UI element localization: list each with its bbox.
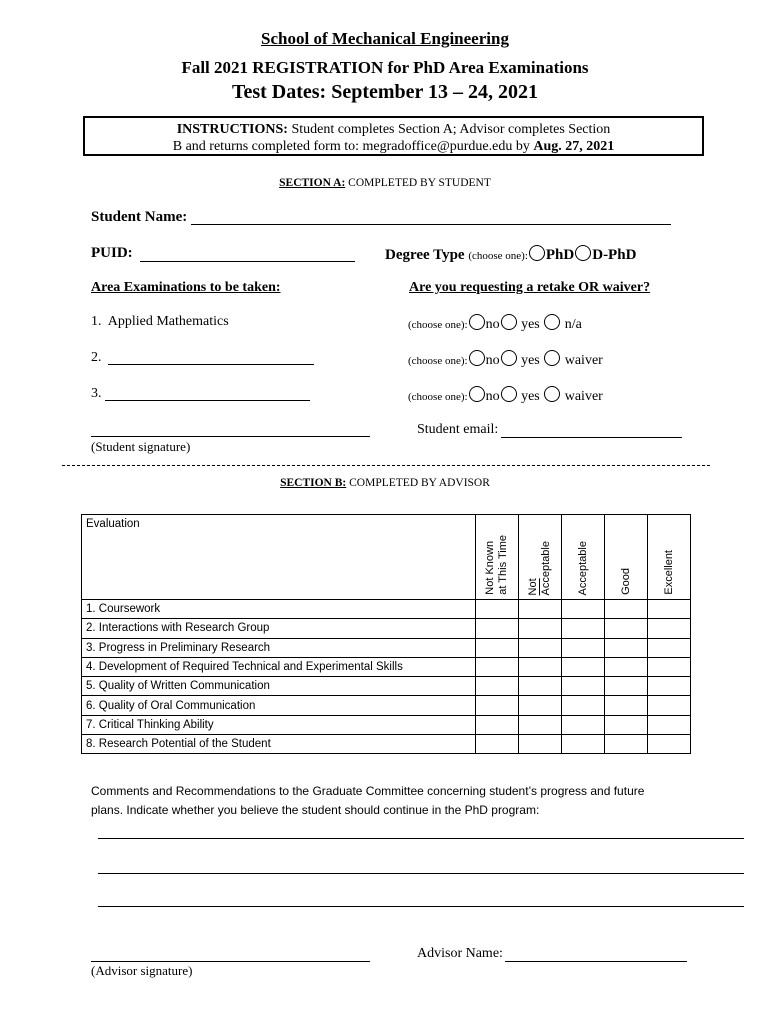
degree-dphd-radio[interactable] <box>575 245 591 261</box>
rating-cell[interactable] <box>648 619 691 638</box>
section-b-heading <box>0 477 770 489</box>
rating-cell[interactable] <box>562 677 605 696</box>
rating-cell[interactable] <box>605 638 648 657</box>
instructions-text-1: Student completes Section A; Advisor completes Section <box>287 122 611 137</box>
exam-2-field[interactable] <box>108 364 314 365</box>
exam-1-number: 1. <box>91 314 102 329</box>
rating-cell[interactable] <box>519 619 562 638</box>
exam-1-name: Applied Mathematics <box>107 314 229 329</box>
student-email-label: Student email: <box>417 422 499 437</box>
comments-instructions <box>91 782 731 820</box>
section-a-subheading: COMPLETED BY STUDENT <box>348 177 491 189</box>
table-row <box>82 619 691 638</box>
instructions-text-2: B and returns completed form to: megradoffice@purdue.edu by <box>172 139 534 154</box>
puid-field[interactable] <box>140 261 355 262</box>
exam-1-yes-label: yes <box>521 317 540 332</box>
exam-3-no-label: no <box>485 389 500 404</box>
rating-cell[interactable] <box>648 735 691 754</box>
rating-cell[interactable] <box>648 657 691 676</box>
table-row <box>82 696 691 715</box>
table-row <box>82 735 691 754</box>
exam-2-waiver-label: waiver <box>564 353 603 368</box>
student-signature-field[interactable] <box>91 436 370 437</box>
exam-2-no-radio[interactable] <box>469 350 485 366</box>
instructions-box <box>83 116 704 156</box>
exam-1-no-radio[interactable] <box>469 314 485 330</box>
rating-cell[interactable] <box>562 696 605 715</box>
exam-3-number: 3. <box>91 386 102 401</box>
row-label: 5. Quality of Written Communication <box>82 677 476 696</box>
instructions-label: INSTRUCTIONS: <box>176 122 288 137</box>
col-good-label: Good <box>619 568 632 595</box>
evaluation-header: Evaluation <box>82 515 476 600</box>
rating-cell[interactable] <box>648 677 691 696</box>
row-label: 7. Critical Thinking Ability <box>82 715 476 734</box>
student-email-field[interactable] <box>501 437 682 438</box>
row-label: 8. Research Potential of the Student <box>82 735 476 754</box>
instructions-deadline: Aug. 27, 2021 <box>533 139 615 154</box>
exam-3-field[interactable] <box>105 400 310 401</box>
row-label: 6. Quality of Oral Communication <box>82 696 476 715</box>
advisor-signature-field[interactable] <box>91 961 370 962</box>
table-row <box>82 638 691 657</box>
rating-cell[interactable] <box>648 638 691 657</box>
student-name-label: Student Name: <box>91 209 188 225</box>
rating-cell[interactable] <box>648 600 691 619</box>
rating-cell[interactable] <box>605 715 648 734</box>
exam-3-yes-label: yes <box>521 389 540 404</box>
rating-cell[interactable] <box>605 696 648 715</box>
col-acceptable-label: Acceptable <box>576 540 589 595</box>
exam-2-yes-radio[interactable] <box>501 350 517 366</box>
rating-cell[interactable] <box>476 600 519 619</box>
student-name-field[interactable] <box>191 224 671 225</box>
rating-cell[interactable] <box>605 735 648 754</box>
comments-field-2[interactable] <box>98 873 744 874</box>
rating-cell[interactable] <box>476 677 519 696</box>
exam-3-waiver-radio[interactable] <box>544 386 560 402</box>
exam-3-waiver-label: waiver <box>564 389 603 404</box>
registration-title: Fall 2021 REGISTRATION for PhD Area Examinations <box>181 58 589 77</box>
degree-phd-label: PhD <box>545 247 575 263</box>
rating-cell[interactable] <box>605 657 648 676</box>
school-title: School of Mechanical Engineering <box>261 29 509 48</box>
exam-1 <box>91 314 229 330</box>
rating-cell[interactable] <box>605 677 648 696</box>
rating-cell[interactable] <box>519 657 562 676</box>
exam-1-yes-radio[interactable] <box>501 314 517 330</box>
retake-question: Are you requesting a retake OR waiver? <box>409 280 651 295</box>
exam-2-options <box>408 350 603 369</box>
exam-2-yes-label: yes <box>521 353 540 368</box>
comments-field-1[interactable] <box>98 838 744 839</box>
test-dates: Test Dates: September 13 – 24, 2021 <box>231 81 539 103</box>
degree-dphd-label: D-PhD <box>592 247 637 263</box>
rating-cell[interactable] <box>476 715 519 734</box>
rating-cell[interactable] <box>476 638 519 657</box>
rating-cell[interactable] <box>605 600 648 619</box>
exam-3-no-radio[interactable] <box>469 386 485 402</box>
col-excellent <box>648 515 691 600</box>
exam-3-yes-radio[interactable] <box>501 386 517 402</box>
col-not-acceptable <box>519 515 562 600</box>
exam-1-choose-note: (choose one): <box>408 319 468 331</box>
col-excellent-label: Excellent <box>662 550 675 595</box>
rating-cell[interactable] <box>562 715 605 734</box>
degree-phd-radio[interactable] <box>529 245 545 261</box>
area-exams-label: Area Examinations to be taken: <box>91 280 281 295</box>
rating-cell[interactable] <box>562 638 605 657</box>
rating-cell[interactable] <box>519 638 562 657</box>
table-header-row <box>82 515 691 600</box>
section-b-label: SECTION B: <box>280 477 347 489</box>
rating-cell[interactable] <box>562 657 605 676</box>
col-not-known <box>476 515 519 600</box>
col-not-acceptable-line-1: Not <box>527 577 539 595</box>
advisor-name-field[interactable] <box>505 961 687 962</box>
comments-field-3[interactable] <box>98 906 744 907</box>
rating-cell[interactable] <box>476 619 519 638</box>
table-row <box>82 677 691 696</box>
degree-type-label: Degree Type <box>385 247 465 263</box>
row-label: 4. Development of Required Technical and Experimental Skills <box>82 657 476 676</box>
exam-1-no-label: no <box>485 317 500 332</box>
section-b-subheading: COMPLETED BY ADVISOR <box>349 477 490 489</box>
section-divider <box>62 465 710 466</box>
rating-cell[interactable] <box>519 677 562 696</box>
exam-2-waiver-radio[interactable] <box>544 350 560 366</box>
rating-cell[interactable] <box>648 696 691 715</box>
comments-line-2: plans. Indicate whether you believe the student should continue in the PhD program: <box>91 803 540 817</box>
puid-label: PUID: <box>91 245 133 261</box>
advisor-signature-label: (Advisor signature) <box>91 963 193 978</box>
rating-cell[interactable] <box>562 619 605 638</box>
rating-cell[interactable] <box>605 619 648 638</box>
row-label: 3. Progress in Preliminary Research <box>82 638 476 657</box>
col-not-known-line-1: Not Known <box>484 541 496 595</box>
table-row <box>82 600 691 619</box>
exam-2-number: 2. <box>91 350 102 365</box>
exam-1-na-radio[interactable] <box>544 314 560 330</box>
advisor-name-label: Advisor Name: <box>417 946 503 961</box>
degree-type-note: (choose one): <box>468 250 528 262</box>
rating-cell[interactable] <box>519 715 562 734</box>
row-label: 2. Interactions with Research Group <box>82 619 476 638</box>
student-signature-label: (Student signature) <box>91 439 191 454</box>
exam-3-choose-note: (choose one): <box>408 391 468 403</box>
exam-2-choose-note: (choose one): <box>408 355 468 367</box>
rating-cell[interactable] <box>519 696 562 715</box>
col-acceptable <box>562 515 605 600</box>
rating-cell[interactable] <box>562 735 605 754</box>
section-a-label: SECTION A: <box>279 177 346 189</box>
table-row <box>82 657 691 676</box>
rating-cell[interactable] <box>519 735 562 754</box>
rating-cell[interactable] <box>476 735 519 754</box>
col-good <box>605 515 648 600</box>
exam-3-options <box>408 386 603 405</box>
section-a-heading <box>0 177 770 189</box>
row-label: 1. Coursework <box>82 600 476 619</box>
rating-cell[interactable] <box>648 715 691 734</box>
col-not-acceptable-line-2: Acceptable <box>540 540 552 595</box>
rating-cell[interactable] <box>562 600 605 619</box>
degree-type-row <box>385 245 636 264</box>
comments-line-1: Comments and Recommendations to the Graduate Committee concerning student’s progress and future <box>91 784 645 798</box>
exam-1-na-label: n/a <box>564 317 582 332</box>
rating-cell[interactable] <box>519 600 562 619</box>
exam-1-options <box>408 314 582 333</box>
table-row <box>82 715 691 734</box>
evaluation-table <box>81 514 691 754</box>
col-not-known-line-2: at This Time <box>497 535 509 595</box>
rating-cell[interactable] <box>476 696 519 715</box>
exam-2-no-label: no <box>485 353 500 368</box>
rating-cell[interactable] <box>476 657 519 676</box>
